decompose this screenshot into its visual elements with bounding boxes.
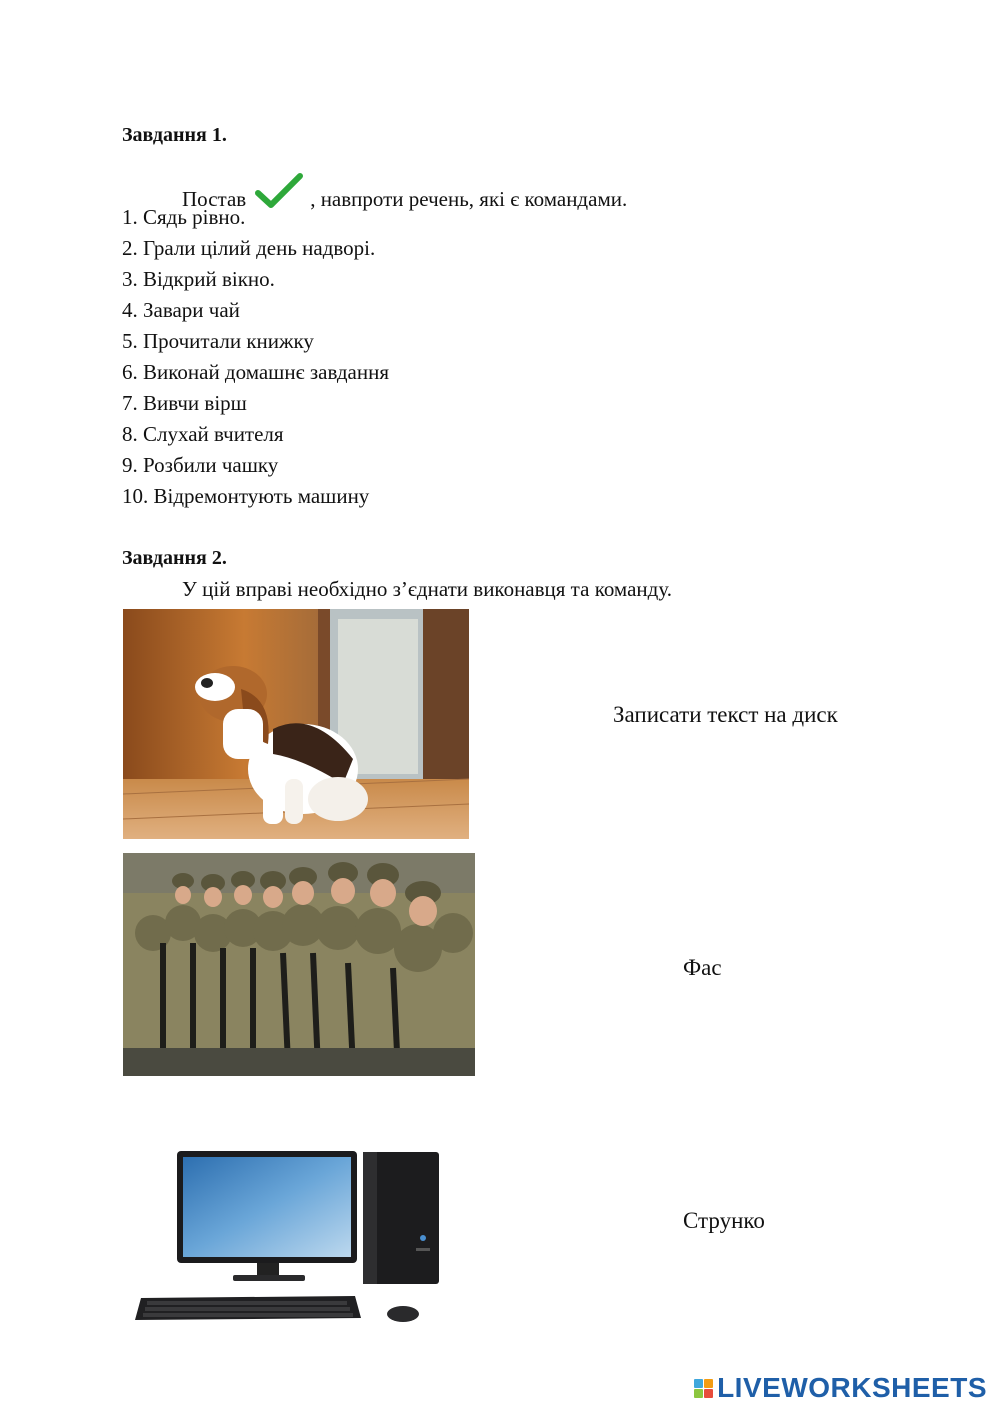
task1-instruction-after: , навпроти речень, які є командами. — [310, 187, 628, 211]
sentence-item[interactable]: 7. Вивчи вірш — [122, 391, 247, 415]
sentence-item[interactable]: 6. Виконай домашнє завдання — [122, 360, 390, 384]
task2-heading: Завдання 2. — [122, 547, 227, 569]
sentence-item[interactable]: 10. Відремонтують машину — [122, 484, 370, 508]
checkmark-icon — [254, 172, 304, 212]
sentence-item[interactable]: 8. Слухай вчителя — [122, 422, 284, 446]
sentence-item[interactable]: 4. Завари чай — [122, 298, 240, 322]
dog-picture[interactable] — [123, 609, 469, 839]
computer-picture[interactable] — [133, 1148, 443, 1328]
soldiers-picture[interactable] — [123, 853, 475, 1076]
task1-instruction-before: Постав — [182, 187, 247, 211]
command-label[interactable]: Струнко — [683, 1208, 765, 1233]
logo-blocks-icon — [694, 1379, 713, 1398]
sentence-item[interactable]: 3. Відкрий вікно. — [122, 267, 275, 291]
sentence-item[interactable]: 1. Сядь рівно. — [122, 205, 246, 229]
task2-instruction: У цій вправі необхідно з’єднати виконавця та команду. — [182, 577, 672, 601]
command-label[interactable]: Записати текст на диск — [613, 702, 838, 727]
logo-text: LIVEWORKSHEETS — [717, 1372, 987, 1403]
liveworksheets-logo — [694, 1372, 987, 1404]
command-label[interactable]: Фас — [683, 955, 722, 980]
sentence-item[interactable]: 5. Прочитали книжку — [122, 329, 314, 353]
task1-instruction — [182, 172, 627, 212]
task1-heading: Завдання 1. — [122, 124, 227, 146]
sentence-item[interactable]: 2. Грали цілий день надворі. — [122, 236, 376, 260]
sentence-item[interactable]: 9. Розбили чашку — [122, 453, 279, 477]
